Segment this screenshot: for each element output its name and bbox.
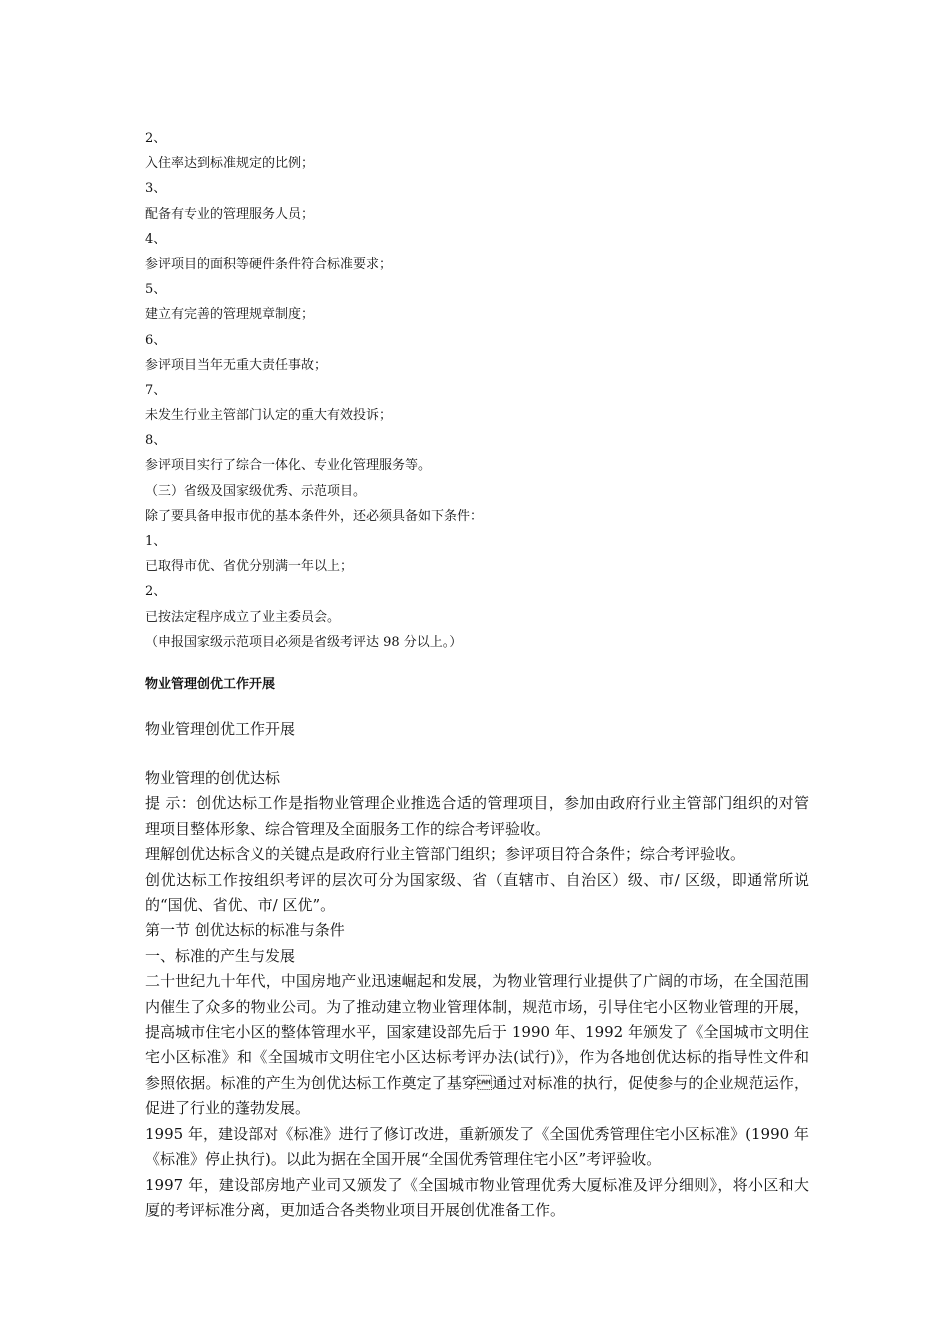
- list-line: 入住率达到标准规定的比例；: [145, 156, 315, 172]
- list-line: 2、: [145, 131, 167, 146]
- list-line: 参评项目当年无重大责任事故；: [145, 357, 328, 373]
- paragraph: 物业管理的创优达标: [145, 769, 281, 787]
- list-line: 2、: [145, 584, 167, 600]
- conditions-list: [145, 126, 825, 655]
- paragraph: 创优达标工作按组织考评的层次可分为国家级、省（直辖市、自治区）级、市/ 区级，即通常所说的“国优、省优、市/ 区优”。: [145, 870, 809, 915]
- section-heading: 物业管理创优工作开展: [145, 720, 296, 738]
- list-line: 8、: [145, 433, 167, 449]
- list-line: 7、: [145, 382, 167, 398]
- list-line: 5、: [145, 282, 167, 298]
- list-line: 6、: [145, 332, 167, 348]
- list-line: （三）省级及国家级优秀、示范项目。: [145, 483, 367, 499]
- list-line: 参评项目的面积等硬件条件符合标准要求；: [145, 256, 393, 272]
- list-line: 4、: [145, 231, 167, 247]
- list-line: 参评项目实行了综合一体化、专业化管理服务等。: [145, 458, 432, 474]
- list-line: （申报国家级示范项目必须是省级考评达 98 分以上。）: [145, 634, 463, 650]
- paragraph: 提 示：创优达标工作是指物业管理企业推选合适的管理项目，参加由政府行业主管部门组织的对管理项目整体形象、综合管理及全面服务工作的综合考评验收。: [145, 794, 809, 838]
- list-line: 未发生行业主管部门认定的重大有效投诉；: [145, 408, 393, 424]
- list-line: 配备有专业的管理服务人员；: [145, 206, 315, 222]
- list-line: 建立有完善的管理规章制度；: [145, 307, 315, 323]
- paragraph: 理解创优达标含义的关键点是政府行业主管部门组织；参评项目符合条件；综合考评验收。: [145, 845, 746, 864]
- section-heading-bold: 物业管理创优工作开展: [145, 677, 276, 692]
- list-line: 已取得市优、省优分别满一年以上；: [145, 559, 354, 575]
- list-line: 3、: [145, 181, 167, 197]
- list-line: 1、: [145, 534, 167, 549]
- article-body: [145, 766, 809, 1223]
- paragraph: 一、标准的产生与发展: [145, 946, 296, 965]
- paragraph: 1997 年，建设部房地产业司又颁发了《全国城市物业管理优秀大厦标准及评分细则》，将小区和大厦的考评标准分离，更加适合各类物业项目开展创优准备工作。: [145, 1175, 809, 1219]
- list-line: 已按法定程序成立了业主委员会。: [145, 609, 341, 625]
- paragraph: 1995 年，建设部对《标准》进行了修订改进，重新颁发了《全国优秀管理住宅小区标准》(1990 年《标准》停止执行)。以此为据在全国开展“全国优秀管理住宅小区”考评验收。: [145, 1124, 809, 1169]
- list-line: 除了要具备申报市优的基本条件外，还必须具备如下条件：: [145, 508, 484, 524]
- paragraph: 第一节 创优达标的标准与条件: [145, 921, 345, 940]
- paragraph: 二十世纪九十年代，中国房地产业迅速崛起和发展，为物业管理行业提供了广阔的市场，在全国范围内催生了众多的物业公司。为了推动建立物业管理体制，规范市场，引导住宅小区物业管理的开展，提高城市住宅小区的整体管理水平，国家建设部先后于 1990 年、1992 年颁发了《全国城市文明住宅小区标准》和《全国城市文明住宅小区达标考评办法(试行)》，作为各地创优达标的指导性文件和参照依据。标准的产生为创优达标工作奠定了基穿通过对标准的执行，促使参与的企业规范运作，促进了行业的蓬勃发展。: [145, 972, 809, 1118]
